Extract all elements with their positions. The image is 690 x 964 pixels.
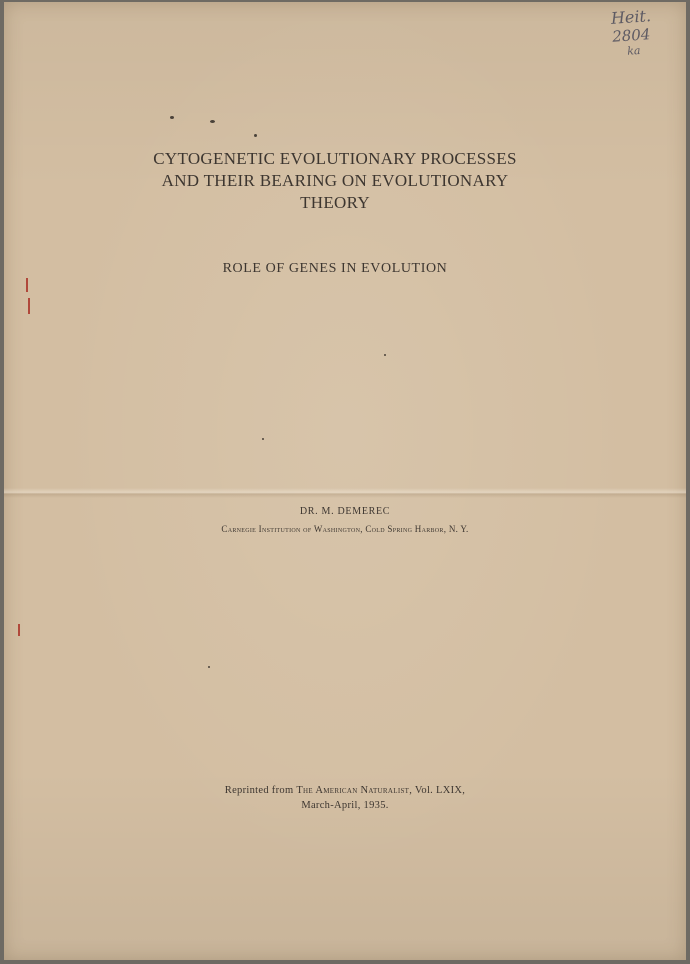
author-affiliation: Carnegie Institution of Washington, Cold Spring Harbor, N. Y. — [221, 524, 469, 534]
publication-date: March-April, 1935. — [301, 800, 389, 811]
ink-speck — [170, 116, 174, 119]
red-margin-mark — [28, 298, 30, 314]
paper-fold-crease — [4, 488, 686, 498]
reprint-notice — [4, 785, 686, 796]
ink-speck — [384, 354, 386, 356]
ink-speck — [254, 134, 257, 137]
handwritten-line: ka — [626, 43, 641, 58]
title-line-2: AND THEIR BEARING ON EVOLUTIONARY — [161, 171, 509, 190]
red-margin-mark — [26, 278, 28, 292]
red-margin-mark — [18, 624, 20, 636]
subtitle: ROLE OF GENES IN EVOLUTION — [222, 261, 448, 276]
handwritten-line: Heit. — [610, 6, 652, 28]
journal-volume: , Vol. LXIX, — [409, 785, 466, 796]
ink-speck — [210, 120, 215, 123]
journal-name: The American Naturalist — [296, 785, 410, 796]
reprint-prefix: Reprinted from — [224, 785, 297, 796]
handwritten-line: 2804 — [611, 25, 651, 46]
author-name: DR. M. DEMEREC — [299, 506, 391, 517]
ink-speck — [208, 666, 210, 668]
title-line-1: CYTOGENETIC EVOLUTIONARY PROCESSES — [153, 149, 517, 168]
ink-speck — [262, 438, 264, 440]
handwritten-catalog-note — [610, 6, 665, 59]
title-line-3: THEORY — [300, 193, 370, 212]
reprint-cover — [4, 2, 686, 960]
